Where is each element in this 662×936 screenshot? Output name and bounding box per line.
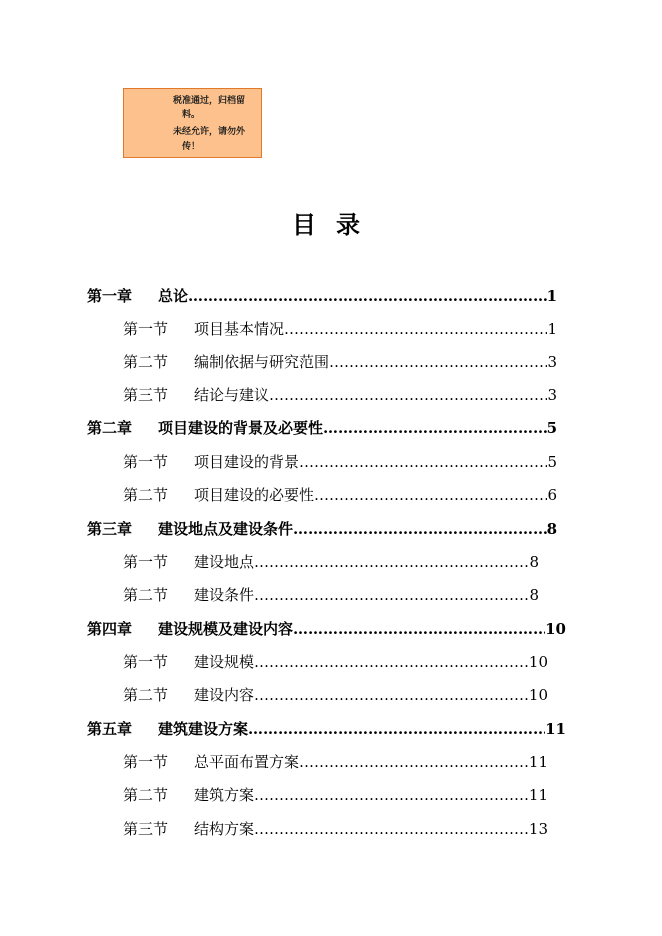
toc-section-number: 第一节: [123, 553, 169, 571]
toc-page-number: 8: [529, 553, 539, 571]
toc-section-1-1[interactable]: [123, 317, 557, 341]
toc-section-number: 第一节: [123, 653, 169, 671]
toc-page-number: 10: [545, 620, 566, 638]
toc-section-title: 总平面布置方案: [194, 753, 300, 771]
toc-page-number: 6: [547, 486, 557, 504]
toc-page-number: 8: [546, 520, 557, 538]
toc-section-number: 第二节: [123, 686, 169, 704]
toc-section-title: 建设规模: [194, 653, 255, 671]
toc-section-3-1[interactable]: [123, 550, 539, 574]
stamp-line-1: 税准通过，归档留: [173, 96, 246, 106]
toc-page-number: 3: [547, 386, 557, 404]
toc-section-number: 第一节: [123, 320, 169, 338]
toc-page-number: 10: [528, 653, 548, 671]
toc-page-number: 1: [546, 287, 557, 305]
toc-section-title: 建设内容: [194, 686, 255, 704]
toc-leader-dots: [248, 717, 545, 741]
stamp-line-4: 传！: [182, 142, 201, 152]
toc-leader-dots: [299, 750, 529, 774]
toc-chapter-number: 第二章: [87, 419, 133, 437]
toc-section-title: 项目基本情况: [194, 320, 285, 338]
toc-chapter-2[interactable]: [87, 416, 557, 440]
toc-section-5-1[interactable]: [123, 750, 548, 774]
toc-leader-dots: [293, 517, 547, 541]
toc-section-number: 第一节: [123, 753, 169, 771]
toc-section-title: 项目建设的背景: [194, 453, 300, 471]
toc-section-3-2[interactable]: [123, 583, 539, 607]
toc-chapter-title: 建设地点及建设条件: [158, 520, 294, 538]
toc-section-title: 结构方案: [194, 820, 255, 838]
toc-chapter-1[interactable]: [87, 284, 557, 308]
toc-page-number: 10: [528, 686, 548, 704]
toc-section-number: 第一节: [123, 453, 169, 471]
toc-section-number: 第二节: [123, 786, 169, 804]
approval-stamp: [123, 88, 262, 158]
toc-chapter-number: 第五章: [87, 720, 133, 738]
toc-page-number: 3: [547, 353, 557, 371]
stamp-line-2: 料。: [182, 110, 201, 120]
toc-chapter-title: 建设规模及建设内容: [158, 620, 294, 638]
toc-section-title: 项目建设的必要性: [194, 486, 315, 504]
toc-page-number: 11: [528, 786, 548, 804]
toc-page-number: 5: [547, 453, 557, 471]
toc-leader-dots: [254, 783, 529, 807]
toc-leader-dots: [323, 416, 547, 440]
toc-chapter-3[interactable]: [87, 517, 557, 541]
toc-section-title: 编制依据与研究范围: [194, 353, 330, 371]
toc-chapter-5[interactable]: [87, 717, 566, 741]
toc-leader-dots: [299, 450, 547, 474]
toc-page-number: 11: [528, 753, 548, 771]
page-title: 目录: [292, 211, 380, 239]
toc-section-2-2[interactable]: [123, 483, 557, 507]
toc-section-number: 第二节: [123, 486, 169, 504]
toc-section-number: 第三节: [123, 820, 169, 838]
toc-chapter-4[interactable]: [87, 617, 566, 641]
toc-leader-dots: [254, 550, 529, 574]
toc-section-number: 第二节: [123, 586, 169, 604]
toc-section-number: 第二节: [123, 353, 169, 371]
toc-leader-dots: [254, 683, 529, 707]
toc-chapter-title: 项目建设的背景及必要性: [158, 419, 324, 437]
toc-section-title: 建设地点: [194, 553, 255, 571]
toc-leader-dots: [188, 284, 547, 308]
toc-leader-dots: [254, 650, 529, 674]
toc-section-1-2[interactable]: [123, 350, 557, 374]
toc-leader-dots: [314, 483, 547, 507]
toc-leader-dots: [254, 583, 529, 607]
toc-section-title: 结论与建议: [194, 386, 270, 404]
toc-chapter-title: 建筑建设方案: [158, 720, 249, 738]
toc-leader-dots: [269, 383, 547, 407]
toc-section-4-1[interactable]: [123, 650, 548, 674]
toc-chapter-number: 第一章: [87, 287, 133, 305]
toc-chapter-title: 总论: [158, 287, 189, 305]
toc-page-number: 1: [547, 320, 557, 338]
toc-section-5-2[interactable]: [123, 783, 548, 807]
toc-section-1-3[interactable]: [123, 383, 557, 407]
toc-chapter-number: 第四章: [87, 620, 133, 638]
toc-section-number: 第三节: [123, 386, 169, 404]
toc-section-title: 建设条件: [194, 586, 255, 604]
toc-page-number: 11: [545, 720, 566, 738]
toc-page-number: 5: [546, 419, 557, 437]
toc-section-5-3[interactable]: [123, 817, 548, 841]
toc-leader-dots: [329, 350, 547, 374]
toc-section-title: 建筑方案: [194, 786, 255, 804]
toc-section-4-2[interactable]: [123, 683, 548, 707]
toc-section-2-1[interactable]: [123, 450, 557, 474]
toc-page-number: 13: [528, 820, 548, 838]
toc-page-number: 8: [529, 586, 539, 604]
toc-leader-dots: [284, 317, 547, 341]
stamp-line-3: 未经允许，请勿外: [173, 127, 246, 137]
toc-chapter-number: 第三章: [87, 520, 133, 538]
toc-leader-dots: [293, 617, 545, 641]
toc-leader-dots: [254, 817, 529, 841]
